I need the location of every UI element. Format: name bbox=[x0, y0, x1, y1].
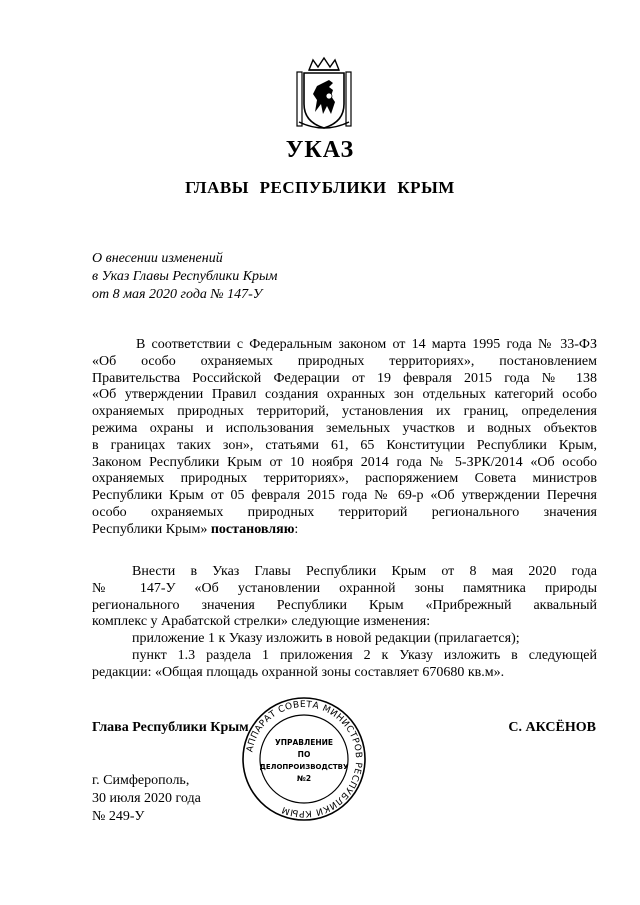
body-line: Внести в Указ Главы Республики Крым от 8 мая 2020 года bbox=[132, 564, 597, 579]
svg-text:АППАРАТ СОВЕТА МИНИСТРОВ РЕСПУ: АППАРАТ СОВЕТА МИНИСТРОВ РЕСПУБЛИКИ КРЫМ bbox=[245, 699, 364, 819]
body-line: № 147-У «Об установлении охранной зоны памятника природы bbox=[92, 580, 597, 596]
body-item-2: пункт 1.3 раздела 1 приложения 2 к Указу изложить в следующей bbox=[132, 647, 597, 663]
document-title: УКАЗ bbox=[285, 137, 355, 163]
body-line: комплекс у Арабатской стрелки» следующие изменения: bbox=[92, 614, 431, 630]
preamble-line: Республики Крым» bbox=[92, 521, 208, 537]
preamble-line: В соответствии с Федеральным законом от 14 марта 1995 года № 33-ФЗ bbox=[136, 337, 597, 352]
signer-name: С. АКСЁНОВ bbox=[508, 720, 596, 735]
coat-of-arms-icon bbox=[295, 56, 353, 132]
preamble-last-line: Республики Крым» постановляю: bbox=[92, 521, 299, 537]
preamble-line: «Об утверждении Правил создания охранных зон отдельных категорий особо bbox=[92, 387, 597, 403]
subject-line: от 8 мая 2020 года № 147-У bbox=[92, 287, 263, 302]
body-line: регионального значения Республики Крым «Прибрежный аквальный bbox=[92, 597, 597, 613]
preamble-line: «Об особо охраняемых природных территориях», постановлением bbox=[92, 353, 597, 369]
preamble-line: охраняемых природных территорий, установления их границ, определения bbox=[92, 404, 597, 420]
issue-date: 30 июля 2020 года bbox=[92, 791, 201, 806]
body-item-1: приложение 1 к Указу изложить в новой редакции (прилагается); bbox=[132, 631, 520, 647]
decree-number: № 249-У bbox=[92, 809, 145, 824]
document-subtitle: ГЛАВЫ РЕСПУБЛИКИ КРЫМ bbox=[185, 178, 455, 197]
preamble-line: охраняемых природных территориях», распоряжением Совета министров bbox=[92, 471, 597, 487]
preamble-line: режима охраны и использования земельных участков и водных объектов bbox=[92, 420, 597, 436]
preamble-line: Законом Республики Крым от 10 ноября 2014 года № 5-ЗРК/2014 «Об особо bbox=[92, 454, 597, 470]
body-item-2-cont: редакции: «Общая площадь охранной зоны составляет 670680 кв.м». bbox=[92, 664, 505, 680]
preamble-line: Республики Крым от 05 февраля 2015 года № 69-р «Об утверждении Перечня bbox=[92, 488, 597, 504]
preamble-paragraph bbox=[92, 337, 597, 539]
subject-line: в Указ Главы Республики Крым bbox=[92, 269, 278, 284]
document-footer bbox=[92, 772, 201, 826]
preamble-line: особо охраняемых природных территорий регионального значения bbox=[92, 504, 597, 520]
svg-text:№2: №2 bbox=[296, 774, 312, 783]
svg-text:ПО: ПО bbox=[297, 750, 311, 759]
signer-position: Глава Республики Крым bbox=[92, 720, 249, 735]
official-stamp bbox=[240, 695, 368, 823]
issue-city: г. Симферополь, bbox=[92, 773, 190, 788]
decree-word: постановляю bbox=[210, 521, 295, 537]
document-subject bbox=[92, 250, 277, 304]
svg-text:УПРАВЛЕНИЕ: УПРАВЛЕНИЕ bbox=[274, 738, 334, 747]
body-paragraph bbox=[92, 564, 597, 682]
preamble-line: в границах таких зон», статьями 61, 65 Конституции Республики Крым, bbox=[92, 437, 597, 453]
preamble-line: Правительства Российской Федерации от 19 февраля 2015 года № 138 bbox=[92, 370, 597, 386]
subject-line: О внесении изменений bbox=[92, 251, 223, 266]
svg-text:ДЕЛОПРОИЗВОДСТВУ: ДЕЛОПРОИЗВОДСТВУ bbox=[259, 763, 349, 771]
